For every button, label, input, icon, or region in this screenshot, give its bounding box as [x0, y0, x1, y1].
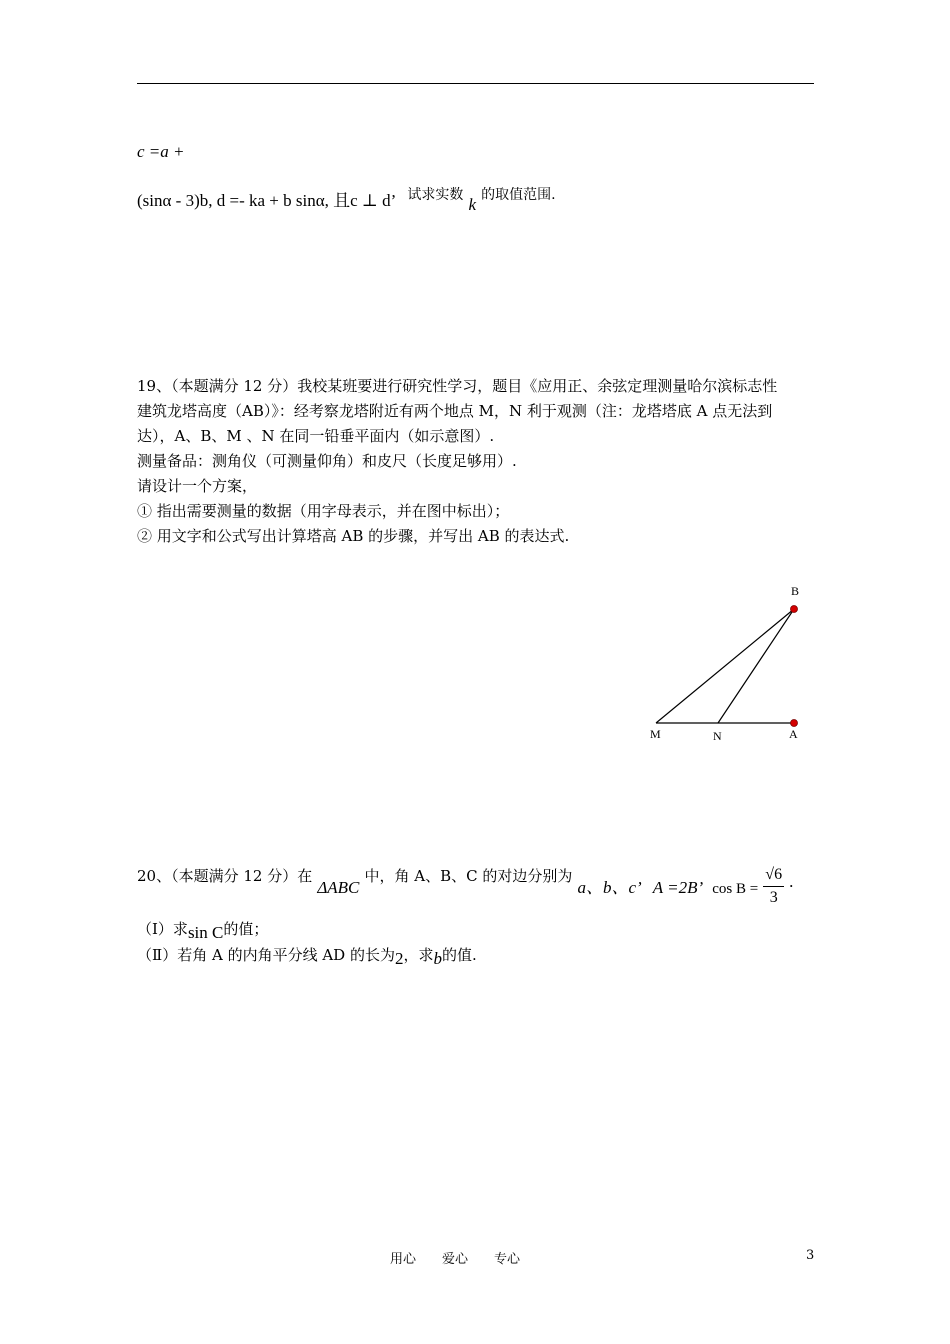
point-B	[791, 606, 798, 613]
header-rule	[137, 83, 814, 84]
line-NB	[718, 609, 794, 723]
p18-text-a: 试求实数	[407, 187, 464, 203]
p20-part2-val: 2	[394, 949, 404, 968]
p20-part2-a: （Ⅱ）若角 A 的内角平分线 AD 的长为	[137, 946, 395, 964]
p19-line6: ① 指出需要测量的数据（用字母表示，并在图中标出）；	[137, 502, 510, 520]
p20-mid: 中，角 A、B、C 的对边分别为	[364, 867, 573, 885]
p20-part1	[137, 918, 268, 940]
p20-part2	[137, 944, 477, 966]
p19-line2: 建筑龙塔高度（AB）》：经考察龙塔附近有两个地点 M，N 利于观测（注：龙塔塔底 A 点无法到	[137, 402, 773, 420]
label-B: B	[791, 584, 800, 598]
p20-part1-a: （Ⅰ）求	[137, 920, 188, 938]
label-N: N	[713, 729, 722, 743]
point-A	[791, 720, 798, 727]
page-number: 3	[806, 1248, 815, 1263]
line-MB	[656, 609, 794, 723]
p20-cos-lhs: cos B =	[712, 881, 759, 897]
label-M: M	[650, 727, 661, 741]
p20-prefix: 20、（本题满分 12 分）在	[137, 867, 313, 885]
p18-var-k: k	[468, 195, 477, 214]
footer-motto: 用心 爱心 专心	[390, 1252, 521, 1267]
p18-math-expr: (sinα - 3)b, d =- ka + b sinα, 且c ⊥ d’	[137, 191, 397, 210]
p20-part2-var: b	[433, 949, 442, 968]
p20-part2-b: ，求	[403, 946, 434, 964]
p20-frac-num: √6	[763, 864, 784, 887]
p18-line2	[137, 186, 556, 214]
p20-frac-den: 3	[769, 889, 778, 906]
p19-line1: 19、（本题满分 12 分）我校某班要进行研究性学习，题目《应用正、余弦定理测量哈尔滨标志性	[137, 377, 778, 395]
p20-end: .	[789, 872, 794, 891]
p19-line7: ② 用文字和公式写出计算塔高 AB 的步骤，并写出 AB 的表达式.	[137, 527, 570, 545]
p20-sides: a、b、c’	[577, 878, 642, 897]
p19-line3: 达），A、B、M 、N 在同一铅垂平面内（如示意图）.	[137, 427, 495, 445]
p19-line5: 请设计一个方案，	[137, 477, 258, 495]
p20-part2-c: 的值.	[441, 946, 477, 964]
label-A: A	[789, 727, 798, 741]
p20-part1-math: sin C	[187, 923, 224, 942]
p19-line4: 测量备品：测角仪（可测量仰角）和皮尺（长度足够用）.	[137, 452, 517, 470]
p20-fraction	[763, 864, 784, 909]
p20-line1	[137, 858, 794, 906]
p20-triangle: ΔABC	[317, 878, 360, 897]
tower-diagram	[640, 578, 820, 748]
p20-eq-A-2B: A =2B’	[652, 878, 704, 897]
p18-text-b: 的取值范围.	[481, 187, 556, 203]
p18-line1: c =a +	[137, 142, 185, 161]
p20-part1-b: 的值；	[223, 920, 269, 938]
